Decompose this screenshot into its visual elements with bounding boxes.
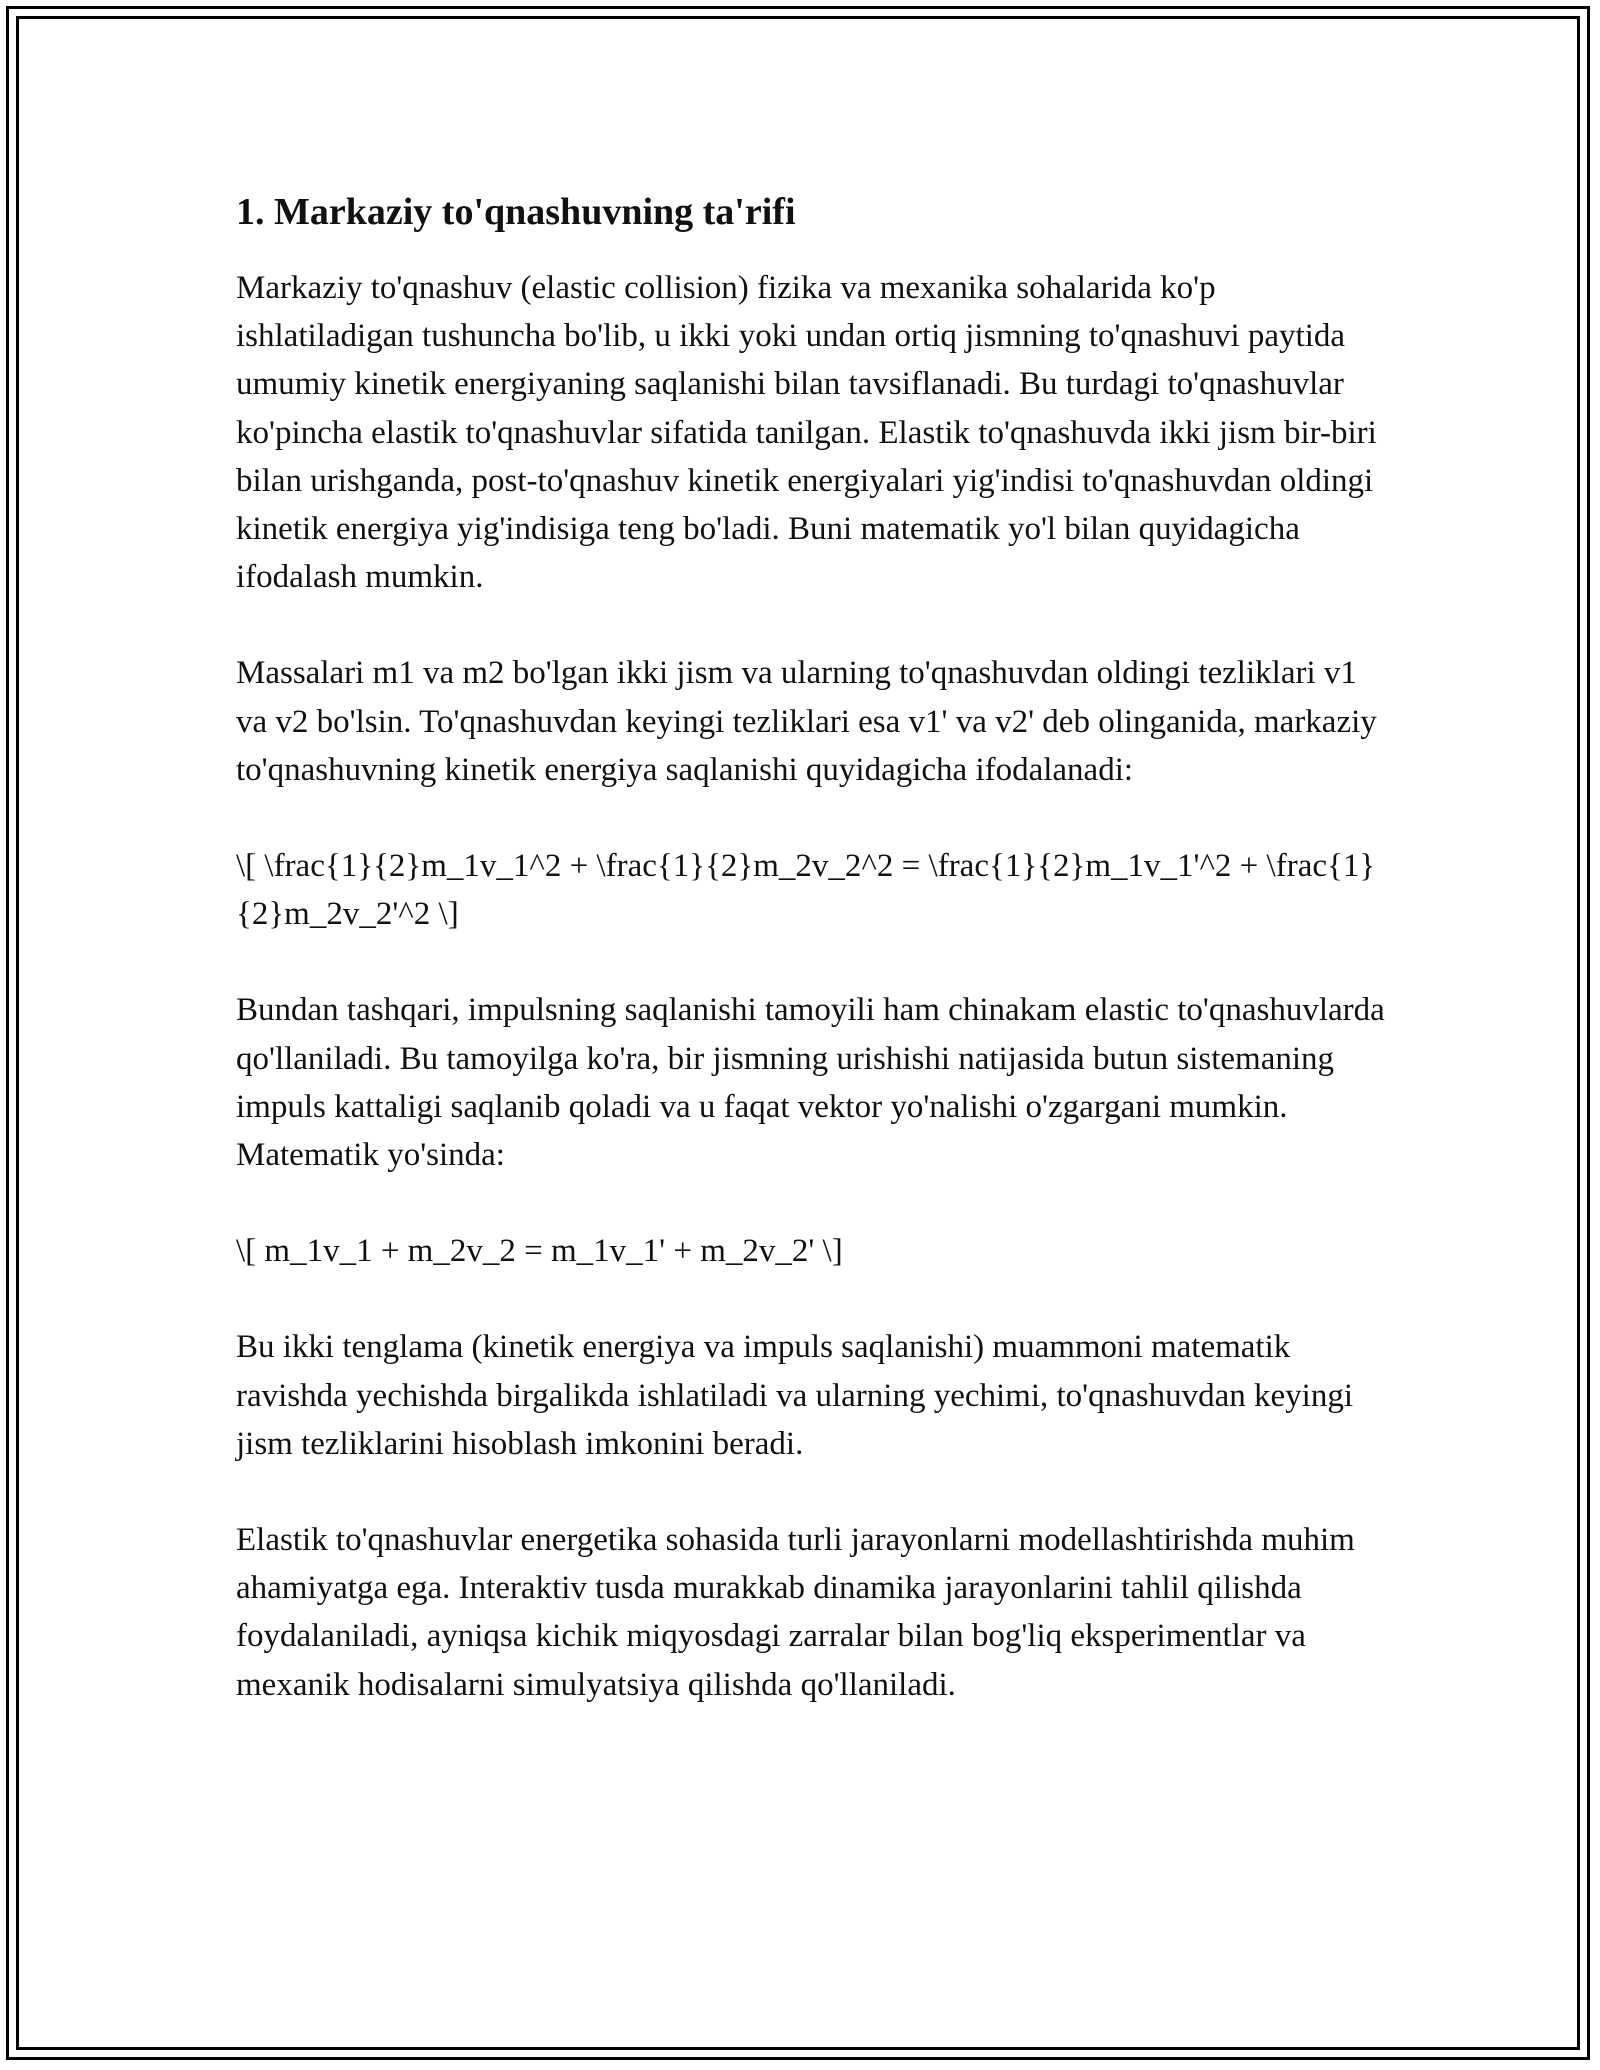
section-heading: 1. Markaziy to'qnashuvning ta'rifi bbox=[236, 191, 796, 233]
paragraph-momentum: Bundan tashqari, impulsning saqlanishi tamoyili ham chinakam elastic to'qnashuvlarda qo'llaniladi. Bu tamoyilga ko'ra, bir jismning urishishi natijasida butun sistemaning impuls kattaligi saqlanib qoladi va u faqat vektor yo'nalishi o'zgargani mumkin. Matematik yo'sinda: bbox=[236, 992, 1385, 1174]
equation-kinetic-energy: \[ \frac{1}{2}m_1v_1^2 + \frac{1}{2}m_2v_2^2 = \frac{1}{2}m_1v_1'^2 + \frac{1}{2}m_2v_2'^2 \] bbox=[236, 848, 1376, 933]
paragraph-definition: Markaziy to'qnashuv (elastic collision) fizika va mexanika sohalarida ko'p ishlatiladigan tushuncha bo'lib, u ikki yoki undan ortiq jismning to'qnashuvi paytida umumiy kinetik energiyaning saqlanishi bilan tavsiflanadi. Bu turdagi to'qnashuvlar ko'pincha elastik to'qnashuvlar sifatida tanilgan. Elastik to'qnashuvda ikki jism bir-biri bilan urishganda, post-to'qnashuv kinetik energiyalari yig'indisi to'qnashuvdan oldingi kinetik energiya yig'indisiga teng bo'ladi. Buni matematik yo'l bilan quyidagicha ifodalash mumkin. bbox=[236, 270, 1377, 596]
document-body bbox=[236, 186, 1386, 1757]
paragraph-applications: Elastik to'qnashuvlar energetika sohasida turli jarayonlarni modellashtirishda muhim ahamiyatga ega. Interaktiv tusda murakkab dinamika jarayonlarini tahlil qilishda foydalaniladi, ayniqsa kichik miqyosdagi zarralar bilan bog'liq eksperimentlar va mexanik hodisalarni simulyatsiya qilishda qo'llaniladi. bbox=[236, 1522, 1355, 1703]
paragraph-equations-use: Bu ikki tenglama (kinetik energiya va impuls saqlanishi) muammoni matematik ravishda yechishda birgalikda ishlatiladi va ularning yechimi, to'qnashuvdan keyingi jism tezliklarini hisoblash imkonini beradi. bbox=[236, 1329, 1353, 1462]
paragraph-masses: Massalari m1 va m2 bo'lgan ikki jism va ularning to'qnashuvdan oldingi tezliklari v1 va v2 bo'lsin. To'qnashuvdan keyingi tezliklari esa v1' va v2' deb olinganida, markaziy to'qnashuvning kinetik energiya saqlanishi quyidagicha ifodalanadi: bbox=[236, 655, 1377, 788]
equation-momentum: \[ m_1v_1 + m_2v_2 = m_1v_1' + m_2v_2' \] bbox=[236, 1233, 843, 1270]
